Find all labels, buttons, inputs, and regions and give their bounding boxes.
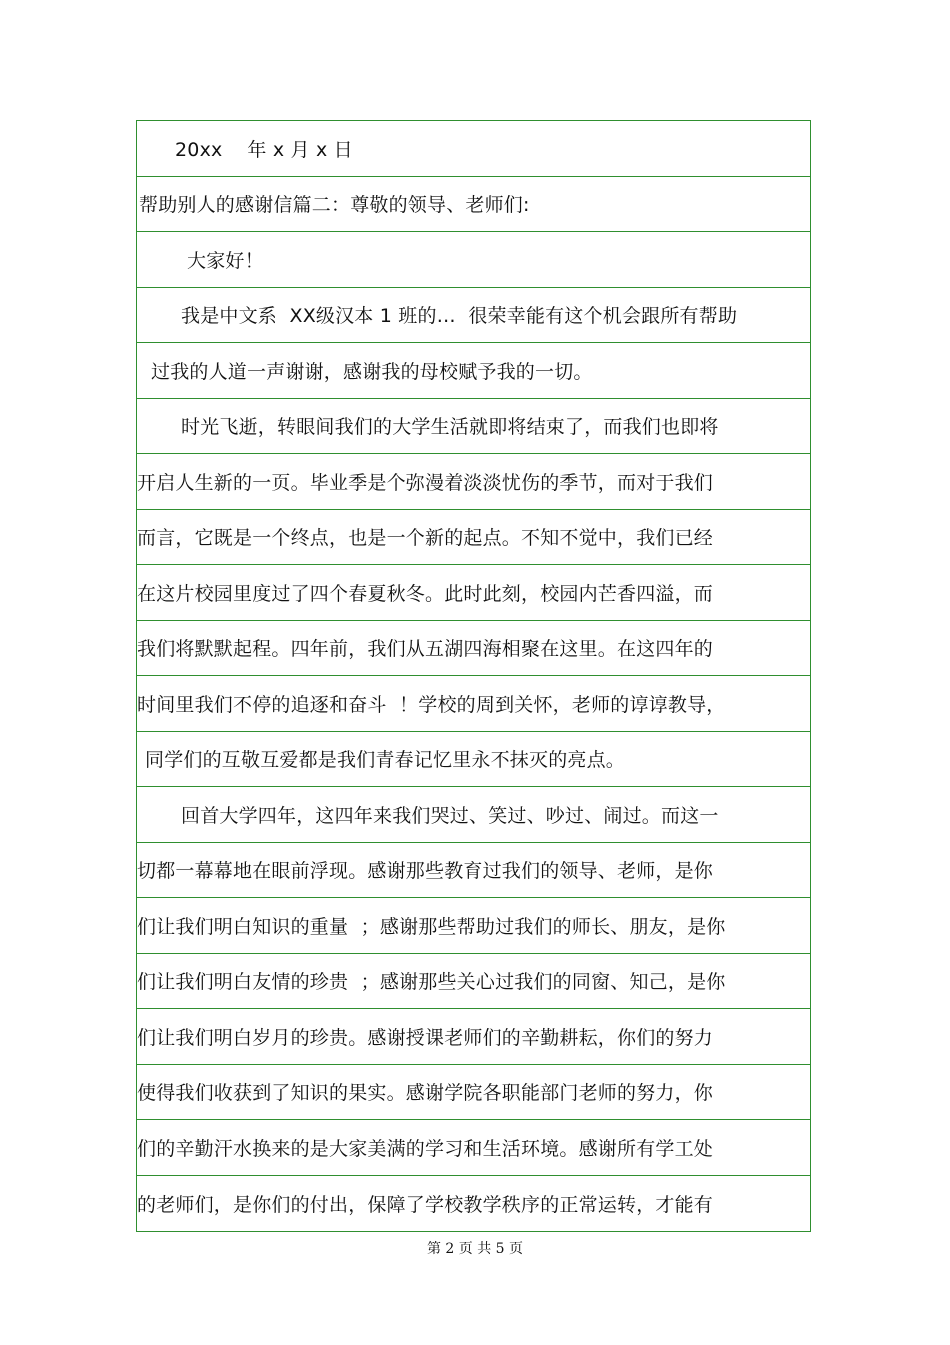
text-line xyxy=(137,177,810,233)
text-line xyxy=(137,898,810,954)
text-line-content: 切都一幕幕地在眼前浮现。感谢那些教育过我们的领导、老师，是你 xyxy=(137,860,714,883)
text-line-content: 20xx 年 x 月 x 日 xyxy=(175,138,353,161)
text-line-content: 我是中文系 XX级汉本 1 班的… 很荣幸能有这个机会跟所有帮助 xyxy=(181,305,738,328)
text-line-content: 们让我们明白友情的珍贵 ；感谢那些关心过我们的同窗、知己，是你 xyxy=(137,971,726,994)
text-line-content: 使得我们收获到了知识的果实。感谢学院各职能部门老师的努力，你 xyxy=(137,1082,714,1105)
text-line-content: 帮助别人的感谢信篇二：尊敬的领导、老师们: xyxy=(139,194,530,217)
text-line-content: 们让我们明白知识的重量 ；感谢那些帮助过我们的师长、朋友，是你 xyxy=(137,915,726,938)
text-line xyxy=(137,510,810,566)
text-line-content: 大家好！ xyxy=(187,249,264,272)
text-line xyxy=(137,288,810,344)
text-line xyxy=(137,454,810,510)
text-line-content: 们的辛勤汗水换来的是大家美满的学习和生活环境。感谢所有学工处 xyxy=(137,1137,714,1160)
text-line-content: 而言，它既是一个终点，也是一个新的起点。不知不觉中，我们已经 xyxy=(137,527,714,550)
text-line xyxy=(137,843,810,899)
text-line-content: 在这片校园里度过了四个春夏秋冬。此时此刻，校园内芒香四溢，而 xyxy=(137,582,714,605)
text-line-content: 开启人生新的一页。毕业季是个弥漫着淡淡忧伤的季节，而对于我们 xyxy=(137,471,714,494)
text-line-content: 时光飞逝，转眼间我们的大学生活就即将结束了，而我们也即将 xyxy=(181,416,719,439)
text-line xyxy=(137,121,810,177)
text-line xyxy=(137,399,810,455)
text-line xyxy=(137,343,810,399)
text-line-content: 同学们的互敬互爱都是我们青春记忆里永不抹灭的亮点。 xyxy=(145,749,626,772)
text-line xyxy=(137,1065,810,1121)
text-line xyxy=(137,1176,810,1232)
text-line-content: 我们将默默起程。四年前，我们从五湖四海相聚在这里。在这四年的 xyxy=(137,638,714,661)
text-line-content: 过我的人道一声谢谢，感谢我的母校赋予我的一切。 xyxy=(151,360,593,383)
text-line xyxy=(137,787,810,843)
text-line xyxy=(137,954,810,1010)
text-line-content: 的老师们，是你们的付出，保障了学校教学秩序的正常运转，才能有 xyxy=(137,1193,714,1216)
text-line-content: 时间里我们不停的追逐和奋斗 ！学校的周到关怀，老师的谆谆教导， xyxy=(137,693,726,716)
text-line xyxy=(137,565,810,621)
text-line xyxy=(137,621,810,677)
page-footer: 第 2 页 共 5 页 xyxy=(426,1241,524,1257)
text-line xyxy=(137,232,810,288)
text-line xyxy=(137,732,810,788)
text-line xyxy=(137,1120,810,1176)
text-line xyxy=(137,1009,810,1065)
text-line xyxy=(137,676,810,732)
text-line-content: 回首大学四年，这四年来我们哭过、笑过、吵过、闹过。而这一 xyxy=(181,804,719,827)
letter-body xyxy=(136,120,811,1232)
text-line-content: 们让我们明白岁月的珍贵。感谢授课老师们的辛勤耕耘，你们的努力 xyxy=(137,1026,714,1049)
